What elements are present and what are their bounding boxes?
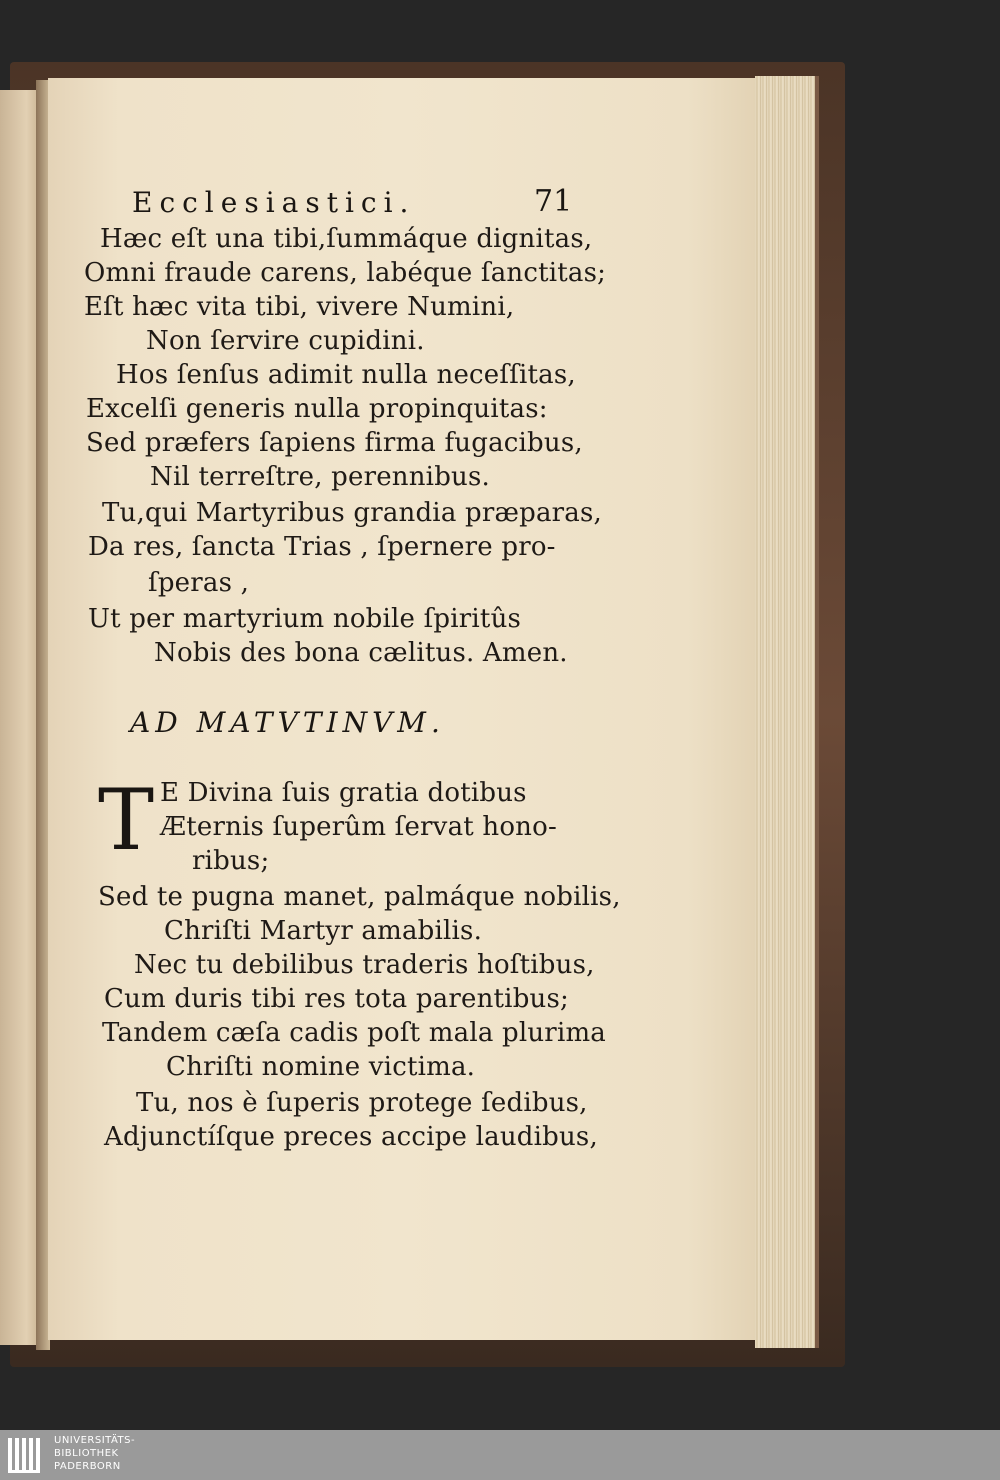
verse-line: Hos ſenſus adimit nulla neceſſitas, <box>116 360 576 390</box>
verse-line: Da res, ſancta Trias , ſpernere pro- <box>88 532 556 562</box>
library-footer-bar <box>0 1430 1000 1480</box>
library-name-line: PADERBORN <box>54 1461 121 1472</box>
verse-line: Nil terreſtre, perennibus. <box>150 462 490 492</box>
university-library-logo-icon <box>6 1434 46 1476</box>
verse-line: ſperas , <box>148 568 250 598</box>
verse-line: Æternis ſuperûm ſervat hono- <box>160 812 557 842</box>
library-name-line: BIBLIOTHEK <box>54 1448 119 1459</box>
verse-line: Omni fraude carens, labéque ſanctitas; <box>84 258 607 288</box>
verse-line: Adjunctíſque preces accipe laudibus, <box>104 1122 598 1152</box>
verse-line: Cum duris tibi res tota parentibus; <box>104 984 569 1014</box>
verse-line: Chriſti Martyr amabilis. <box>164 916 483 946</box>
drop-capital: T <box>98 771 155 869</box>
verse-line: Ut per martyrium nobile ſpiritûs <box>88 604 522 634</box>
verse-line: Non ſervire cupidini. <box>146 326 425 356</box>
section-title: AD MATVTINVM. <box>130 706 445 739</box>
verse-line: Tu,qui Martyribus grandia præparas, <box>102 498 602 528</box>
verse-line: E Divina ſuis gratia dotibus <box>160 778 527 808</box>
running-header: Ecclesiastici. <box>132 186 416 219</box>
verse-line: Excelſi generis nulla propinquitas: <box>86 394 548 424</box>
library-name <box>54 1434 135 1473</box>
verse-line: Tandem cæſa cadis poſt mala plurima <box>102 1018 607 1048</box>
page-number: 71 <box>534 184 573 219</box>
verse-line: Nec tu debilibus traderis hoſtibus, <box>134 950 595 980</box>
verse-line: Sed te pugna manet, palmáque nobilis, <box>98 882 621 912</box>
page-text <box>48 78 758 1340</box>
verse-line: Eſt hæc vita tibi, vivere Numini, <box>84 292 515 322</box>
verse-line: Nobis des bona cælitus. Amen. <box>154 638 568 668</box>
verse-line: Chriſti nomine victima. <box>166 1052 476 1082</box>
verse-line: ribus; <box>192 846 270 876</box>
library-name-line: UNIVERSITÄTS- <box>54 1435 136 1446</box>
verse-line: Sed præfers ſapiens firma fugacibus, <box>86 428 583 458</box>
page-block-edges <box>755 76 819 1348</box>
verse-line: Tu, nos è ſuperis protege ſedibus, <box>136 1088 588 1118</box>
verse-line: Hæc eſt una tibi,ſummáque dignitas, <box>100 224 593 254</box>
left-page-edge <box>0 90 38 1345</box>
